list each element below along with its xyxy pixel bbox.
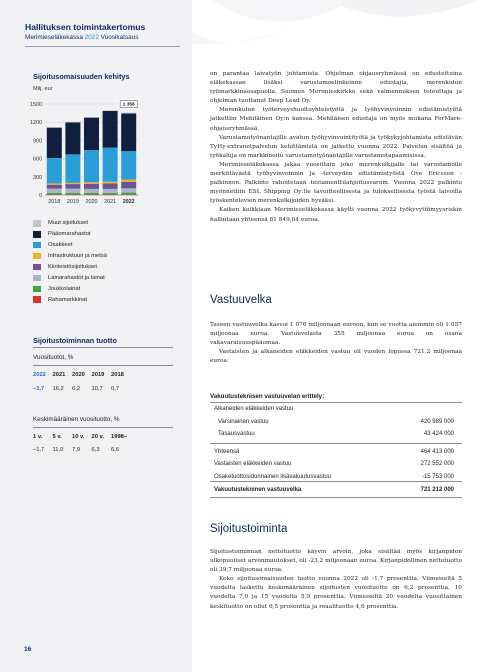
return-cell: –1,7 <box>33 386 45 392</box>
x-tick-label: 2018 <box>48 199 61 205</box>
bar-segment <box>103 111 118 148</box>
reserve-row-label: Yhteensä <box>214 449 240 455</box>
bar-segment <box>65 154 80 183</box>
section-heading-liability: Vastuuvelka <box>210 294 272 306</box>
returns-title: Sijoitustoiminnan tuotto <box>33 336 117 345</box>
reserve-table-row <box>210 431 462 441</box>
bar-segment <box>84 117 99 118</box>
legend-item <box>33 283 107 294</box>
page-number: 16 <box>24 646 32 653</box>
investments-text <box>210 548 462 612</box>
bar-segment <box>47 128 62 158</box>
legend-swatch <box>33 253 41 260</box>
bar-segment <box>47 193 62 195</box>
bar-segment <box>65 193 80 195</box>
return-cell: 5 v. <box>52 434 62 440</box>
legend-item <box>33 218 107 229</box>
return-cell: 2019 <box>91 372 105 378</box>
legend-label: Joukkolainat <box>48 285 81 292</box>
bar-segment <box>121 182 136 188</box>
legend-item <box>33 262 107 273</box>
legend-label: Infrastruktuuri ja metsä <box>48 253 107 260</box>
y-tick-label: 600 <box>33 156 42 163</box>
annual-values-row <box>33 386 131 392</box>
return-cell: 11,0 <box>52 447 64 453</box>
investment-assets-chart <box>20 95 140 207</box>
legend-swatch <box>33 231 41 238</box>
bar-segment <box>84 118 99 150</box>
paragraph: on parantaa laivatyön johtamista. Ohjelman ohjausryhmässä on edustettuina eläkekassan lisäksi varustamoelinkeinon edustajia, merenkulun työmarkkinaosapuolia, Suomen Merimieskirkko sekä valmennuksen toteuttaja ja ohjelman tuottanut Deep Lead Oy. <box>210 71 462 105</box>
bar-segment <box>103 110 118 111</box>
reserve-table-divider <box>210 402 462 403</box>
legend-swatch <box>33 275 41 282</box>
bar-segment <box>47 127 62 128</box>
x-tick-label: 2021 <box>104 199 117 205</box>
legend-label: Rahamarkkinat <box>48 296 87 303</box>
reserve-divider <box>210 481 462 482</box>
reserve-divider <box>210 497 462 498</box>
bar-segment <box>84 184 99 189</box>
return-cell: 16,2 <box>52 386 64 392</box>
reserve-row-value: -15 753 000 <box>421 474 454 480</box>
bar-segment <box>121 194 136 195</box>
bar-segment <box>121 113 136 114</box>
avg-periods-row <box>33 434 131 440</box>
paragraph: Varustamotyönantajille avatun työhyvinvointityötä ja työkykyjohtamista edistävän TyHy-extranetpalvelun kehittämistä on jatkettu vuonna 2022. Palvelun sisältöä ja työkaluja on markkinoitu varustamotyönantajille varustamotapaamisissa. <box>210 134 462 159</box>
return-cell: 10,7 <box>91 386 103 392</box>
legend-swatch <box>33 286 41 293</box>
return-cell: 6,6 <box>111 447 120 453</box>
y-tick-label: 1500 <box>30 102 42 108</box>
report-subtitle <box>25 34 138 41</box>
paragraph: Merimieseläkekassa jakaa vuosittain joko merenkulkijalle tai varustamolle merkittävästä työhyvinvoinnin ja -terveyden edistämistyöstä Ove Ericsson -palkinnon. Palkinto rahoitetaan testamenttilahjoitusvaroin. Vuonna 2022 palkinto myönnettiin ESL Shipping Oy:lle tavoitteellisesta ja tuloksellisesta työstä laivoilla työskentelevien merenkulkijoiden hyväksi. <box>210 161 462 205</box>
reserve-table-row <box>210 449 462 459</box>
y-tick-label: 0 <box>39 193 42 199</box>
return-cell: –1,7 <box>33 447 45 453</box>
bar-segment <box>103 189 118 193</box>
bar-segment <box>84 182 99 184</box>
reserve-table-row <box>210 474 462 484</box>
y-tick-label: 1200 <box>30 120 42 127</box>
legend-swatch <box>33 242 41 249</box>
legend-label: Pääomarahastot <box>48 231 91 238</box>
header-decoration <box>192 0 480 72</box>
return-cell: 10 v. <box>72 434 85 440</box>
y-tick-label: 300 <box>33 174 42 181</box>
subtitle-org: Merimieseläkekassa <box>25 34 83 41</box>
annual-returns-caption: Vuosituotot, % <box>33 354 74 361</box>
returns-divider <box>33 347 173 348</box>
bar-segment <box>65 189 80 193</box>
bar-segment <box>65 123 80 155</box>
bar-segment <box>103 194 118 195</box>
reserve-row-label: Vastaisten eläkkeiden vastuu <box>214 461 292 467</box>
chart-legend <box>33 218 107 305</box>
subtitle-suffix: Vuosikatsaus <box>100 34 139 41</box>
legend-swatch <box>33 296 41 303</box>
reserve-row-value: 420 989 000 <box>420 419 454 425</box>
legend-swatch <box>33 220 41 227</box>
bar-segment <box>84 194 99 195</box>
x-tick-label: 2022 <box>122 199 135 205</box>
legend-label: Kiinteistösijoitukset <box>48 264 97 270</box>
bar-segment <box>65 122 80 123</box>
legend-item <box>33 272 107 283</box>
return-cell: 0,7 <box>111 386 120 392</box>
header-divider <box>25 46 180 47</box>
subtitle-year: 2022 <box>84 34 99 41</box>
bar-segment <box>84 189 99 193</box>
bar-segment <box>47 185 62 189</box>
return-cell: 6,2 <box>72 386 81 392</box>
legend-label: Lainarahastot ja lainat <box>48 274 105 281</box>
y-tick-label: 900 <box>33 138 42 145</box>
paragraph: Taseen vastuuvelka kasvoi 1 076 miljoonaan euroon, kun se vuotta aiemmin oli 1 057 miljoonaa euroa. Vastuuvelasta 355 miljoonaa euroa on osana vakavaraisuuspääomaa. <box>210 322 462 347</box>
bar-segment <box>84 150 99 182</box>
chart-unit-label: Milj. eur <box>33 86 53 92</box>
avg-values-row <box>33 447 131 453</box>
paragraph: Kaiken kaikkiaan Merimieseläkekassa käytti vuonna 2022 työkyvyttömyysriskin hallintaan yhteensä 81 849,64 euroa. <box>210 207 462 223</box>
reserve-row-value: 721 212 000 <box>420 487 454 493</box>
bar-segment <box>65 183 80 184</box>
bar-segment <box>121 188 136 192</box>
paragraph: Merenkulun työterveyshuoltoyhteistyötä ja työhyvinvoinnin edistämistyötä jatkettiin Mehiläinen Oy:n kanssa. Mehiläisen edustaja on myös mukana ForMare-ohjausryhmässä. <box>210 107 462 132</box>
return-cell: 6,3 <box>91 447 100 453</box>
reserve-row-value: 43 424 000 <box>423 431 454 437</box>
return-cell: 2020 <box>72 372 85 378</box>
chart-title: Sijoitusomaisuuden kehitys <box>33 72 130 81</box>
reserve-row-value: 464 413 000 <box>420 449 454 455</box>
bar-segment <box>103 183 118 188</box>
reserve-row-label: Osaketuottosidonnainen lisävakuutusvastuu <box>214 474 332 480</box>
bar-segment <box>121 193 136 195</box>
reserve-table-row <box>210 461 462 471</box>
bar-segment <box>103 148 118 182</box>
return-cell: 1 v. <box>33 434 43 440</box>
return-cell: 1998– <box>111 434 128 440</box>
reserve-row-label: Tasausvastuu <box>218 431 255 437</box>
legend-item <box>33 229 107 240</box>
bar-segment <box>103 182 118 184</box>
reserve-table-row <box>210 487 462 497</box>
return-cell: 20 v. <box>91 434 104 440</box>
legend-label: Muut sijoitukset <box>48 220 88 227</box>
bar-segment <box>65 184 80 189</box>
reserve-row-label: Varsinainen vastuu <box>218 419 269 425</box>
return-cell: 2021 <box>52 372 66 378</box>
section-heading-investments: Sijoitustoiminta <box>210 523 288 535</box>
bar-segment <box>121 180 136 182</box>
report-title: Hallituksen toimintakertomus <box>25 22 146 32</box>
paragraph: Vastaisten ja alkaneiden eläkkeiden vastuu oli vuoden lopussa 721,2 miljoonaa euroa. <box>210 349 462 365</box>
bar-segment <box>47 189 62 193</box>
bar-segment <box>65 194 80 195</box>
reserve-divider <box>210 443 462 444</box>
x-tick-label: 2019 <box>66 199 79 205</box>
bar-segment <box>103 193 118 195</box>
x-tick-label: 2020 <box>85 199 98 205</box>
bar-segment <box>47 158 62 183</box>
legend-item <box>33 294 107 305</box>
paragraph: Sijoitustoiminnan nettotuotto käyvin arvoin, joka sisältää myös kirjanpidon ulkopuoliset arvonmuutokset, oli -23,2 miljoonaan euroa. Kirjanpidollinen nettotuotto oli 39,7 miljoonaa euroa. <box>210 549 462 574</box>
return-cell: 2022 <box>33 372 46 378</box>
annual-returns-divider <box>33 365 173 366</box>
annual-years-row <box>33 372 131 378</box>
legend-item <box>33 251 107 262</box>
reserve-table-title: Vakuutusteknisen vastuuvelan erittely: <box>210 393 325 400</box>
bar-segment <box>47 183 62 184</box>
avg-returns-caption: Keskimääräinen vuosituotto, % <box>33 416 120 423</box>
legend-label: Osakkeet <box>48 242 73 249</box>
reserve-row-value: 272 552 000 <box>420 461 454 467</box>
bar-segment <box>84 193 99 195</box>
reserve-row-label: Alkaneiden eläkkeiden vastuu <box>214 406 294 412</box>
bar-segment <box>121 114 136 152</box>
return-cell: 7,9 <box>72 447 81 453</box>
legend-item <box>33 240 107 251</box>
liability-text <box>210 321 462 366</box>
reserve-table-row <box>210 419 462 429</box>
return-cell: 2018 <box>111 372 124 378</box>
avg-returns-divider <box>33 427 173 428</box>
reserve-table-row <box>210 406 462 416</box>
paragraph: Koko sijoitusomaisuuden tuotto vuonna 2022 oli -1,7 prosenttia. Viimeiseltä 5 vuodelta laskettu keskimääräinen sijoitusten vuosituotto on 6,2 prosenttia, 10 vuodelta 7,0 ja 15 vuodelta 5,9 prosenttia. Viimeiseltä 20 vuodelta vuosittainen keskituotto on ollut 6,5 prosenttia ja reaalituotto 4,6 prosenttia. <box>210 576 462 610</box>
bar-segment <box>121 151 136 180</box>
bar-segment <box>47 194 62 195</box>
callout-label: 1 358 <box>122 102 135 108</box>
legend-swatch <box>33 264 41 271</box>
intro-text <box>210 70 462 225</box>
reserve-row-label: Vakuutustekninen vastuuvelka <box>214 487 302 493</box>
